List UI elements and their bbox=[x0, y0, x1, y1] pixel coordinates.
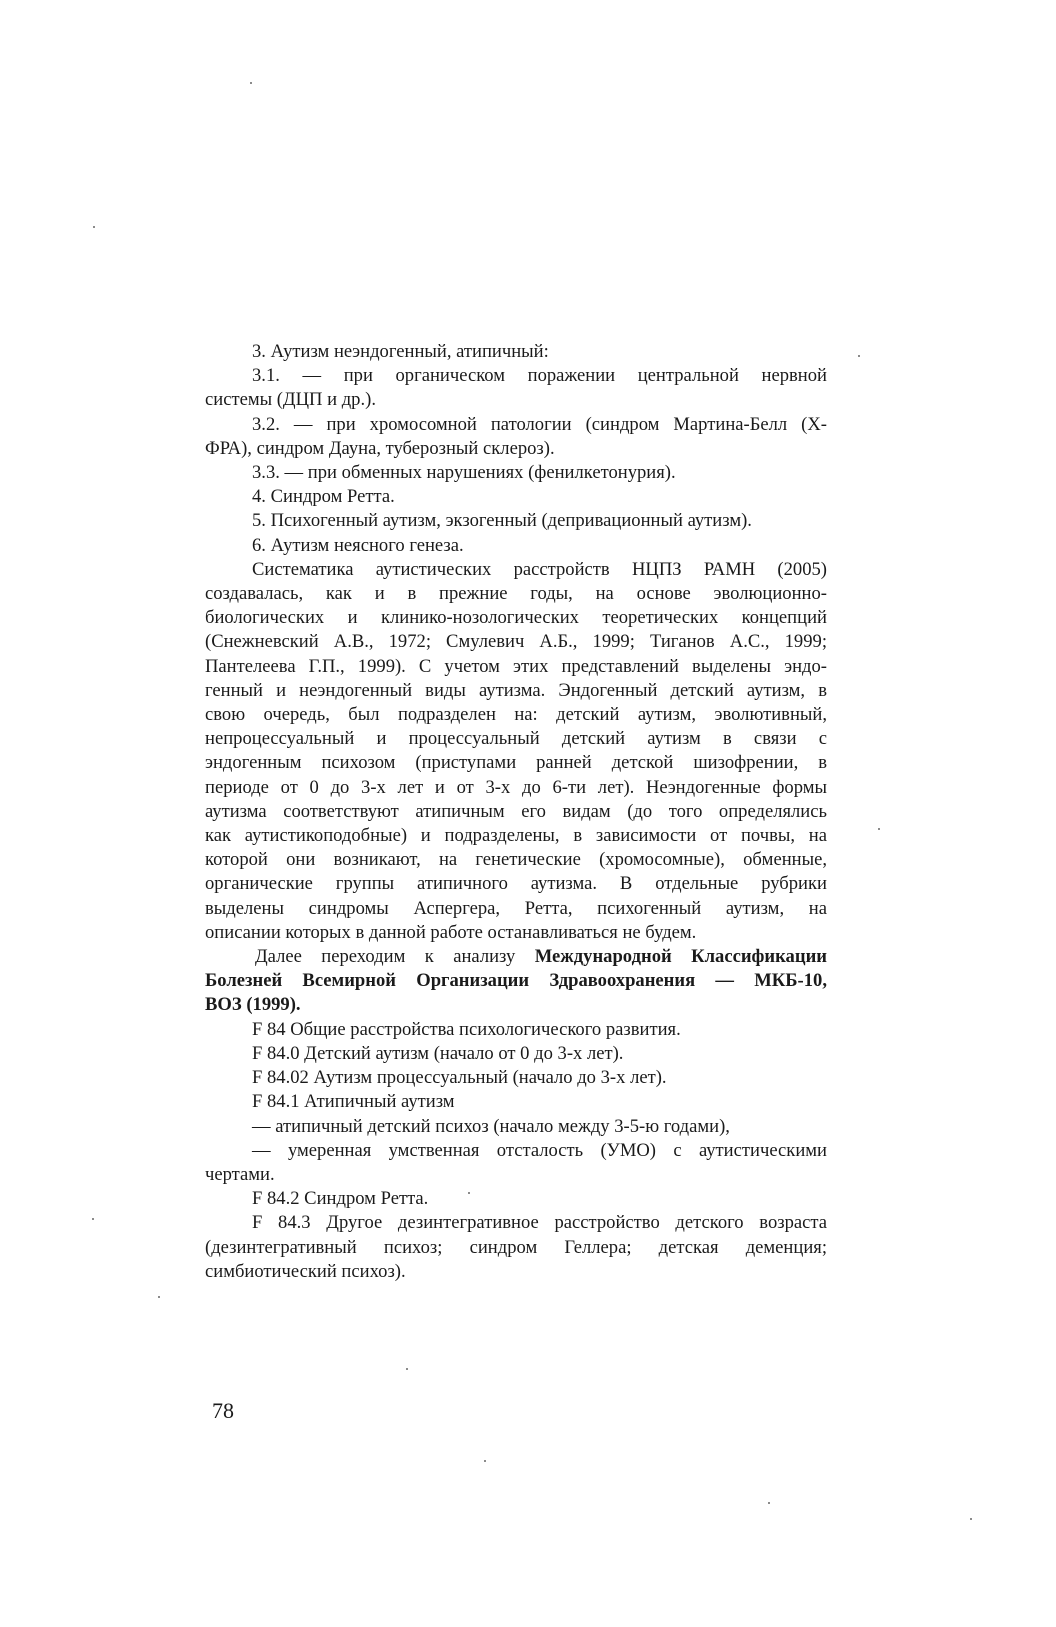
paragraph-line: аутизма соответствуют атипичным его видам (до того определялись bbox=[205, 800, 827, 822]
list-item-3-3: 3.3. — при обменных нарушениях (фенилкетонурия). bbox=[252, 462, 676, 484]
icd-intro-prefix: Далее переходим к анализу bbox=[255, 946, 535, 968]
paragraph-line: которой они возникают, на генетические (хромосомные), обменные, bbox=[205, 849, 827, 871]
icd-code-f84-02: F 84.02 Аутизм процессуальный (начало до 3-х лет). bbox=[252, 1067, 667, 1089]
list-item-3-2-line1: 3.2. — при хромосомной патологии (синдром Мартина-Белл (Х- bbox=[252, 413, 827, 435]
list-item-4: 4. Синдром Ретта. bbox=[252, 486, 395, 508]
icd-code-f84-1-b-line2: чертами. bbox=[205, 1163, 275, 1185]
page-number: 78 bbox=[212, 1398, 234, 1423]
list-item-3: 3. Аутизм неэндогенный, атипичный: bbox=[252, 341, 549, 362]
scan-speck bbox=[858, 355, 860, 357]
icd-code-f84-1-a: — атипичный детский психоз (начало между 3-5-ю годами), bbox=[252, 1115, 730, 1137]
icd-code-f84-0: F 84.0 Детский аутизм (начало от 0 до 3-х лет). bbox=[252, 1042, 624, 1064]
paragraph-line: Пантелеева Г.П., 1999). С учетом этих представлений выделены эндо- bbox=[205, 655, 827, 677]
icd-intro-paragraph bbox=[205, 945, 827, 1018]
list-item-3-1-line2: системы (ДЦП и др.). bbox=[205, 389, 376, 411]
scan-speck bbox=[158, 1296, 160, 1298]
paragraph-line: как аутистикоподобные) и подразделены, в зависимости от почвы, на bbox=[205, 825, 827, 847]
scan-speck bbox=[92, 1218, 94, 1220]
paragraph-line: генный и неэндогенный виды аутизма. Эндогенный детский аутизм, в bbox=[205, 679, 827, 701]
icd-code-f84-1-b-line1: — умеренная умственная отсталость (УМО) с аутистическими bbox=[252, 1139, 827, 1161]
icd-code-f84-2: F 84.2 Синдром Ретта. bbox=[252, 1188, 429, 1210]
icd-intro-bold-3: ВОЗ (1999). bbox=[205, 994, 301, 1016]
paragraph-line: свою очередь, был подразделен на: детский аутизм, эволютивный, bbox=[205, 704, 827, 726]
icd-code-f84-3-line3: симбиотический психоз). bbox=[205, 1260, 406, 1282]
icd-code-f84-3-line2: (дезинтегративный психоз; синдром Геллера; детская деменция; bbox=[205, 1236, 827, 1258]
icd-code-f84: F 84 Общие расстройства психологического развития. bbox=[252, 1018, 681, 1040]
list-item-6: 6. Аутизм неясного генеза. bbox=[252, 534, 464, 556]
list-item-3-2-line2: ФРА), синдром Дауна, туберозный склероз). bbox=[205, 437, 555, 459]
scan-speck bbox=[484, 1460, 486, 1462]
icd-code-f84-1: F 84.1 Атипичный аутизм bbox=[252, 1091, 455, 1113]
scan-speck bbox=[406, 1368, 408, 1370]
scan-speck bbox=[468, 1192, 470, 1194]
scan-speck bbox=[768, 1502, 770, 1504]
paragraph-line: Систематика аутистических расстройств НЦПЗ РАМН (2005) bbox=[252, 558, 827, 580]
list-item-3-1-line1: 3.1. — при органическом поражении центральной нервной bbox=[252, 365, 827, 387]
paragraph-line: создавалась, как и в прежние годы, на основе эволюционно- bbox=[205, 583, 827, 605]
paragraph-line: непроцессуальный и процессуальный детский аутизм в связи с bbox=[205, 728, 827, 750]
scan-speck bbox=[250, 82, 252, 84]
paragraph-line: органические группы атипичного аутизма. В отдельные рубрики bbox=[205, 873, 827, 895]
paragraph-line: выделены синдромы Аспергера, Ретта, психогенный аутизм, на bbox=[205, 897, 827, 919]
icd-intro-bold-2: Болезней Всемирной Организации Здравоохранения — МКБ-10, bbox=[205, 970, 827, 992]
icd-intro-bold-1: Международной Классификации bbox=[534, 946, 827, 968]
scan-speck bbox=[970, 1518, 972, 1520]
icd-code-f84-3-line1: F 84.3 Другое дезинтегративное расстройство детского возраста bbox=[252, 1212, 827, 1234]
paragraph-line: (Снежневский А.В., 1972; Смулевич А.Б., 1999; Тиганов А.С., 1999; bbox=[205, 631, 827, 653]
paragraph-line: описании которых в данной работе останавливаться не будем. bbox=[205, 921, 697, 943]
scan-speck bbox=[878, 828, 880, 830]
paragraph-line: биологических и клинико-нозологических теоретических концепций bbox=[205, 607, 827, 629]
icd-intro-line1 bbox=[205, 945, 827, 969]
page-body bbox=[205, 340, 827, 1284]
paragraph-line: эндогенным психозом (приступами ранней детской шизофрении, в bbox=[205, 752, 827, 774]
paragraph-line: периоде от 0 до 3-х лет и от 3-х до 6-ти лет). Неэндогенные формы bbox=[205, 776, 827, 798]
scan-speck bbox=[93, 226, 95, 228]
list-item-5: 5. Психогенный аутизм, экзогенный (депривационный аутизм). bbox=[252, 510, 752, 532]
systematics-paragraph bbox=[205, 558, 827, 945]
